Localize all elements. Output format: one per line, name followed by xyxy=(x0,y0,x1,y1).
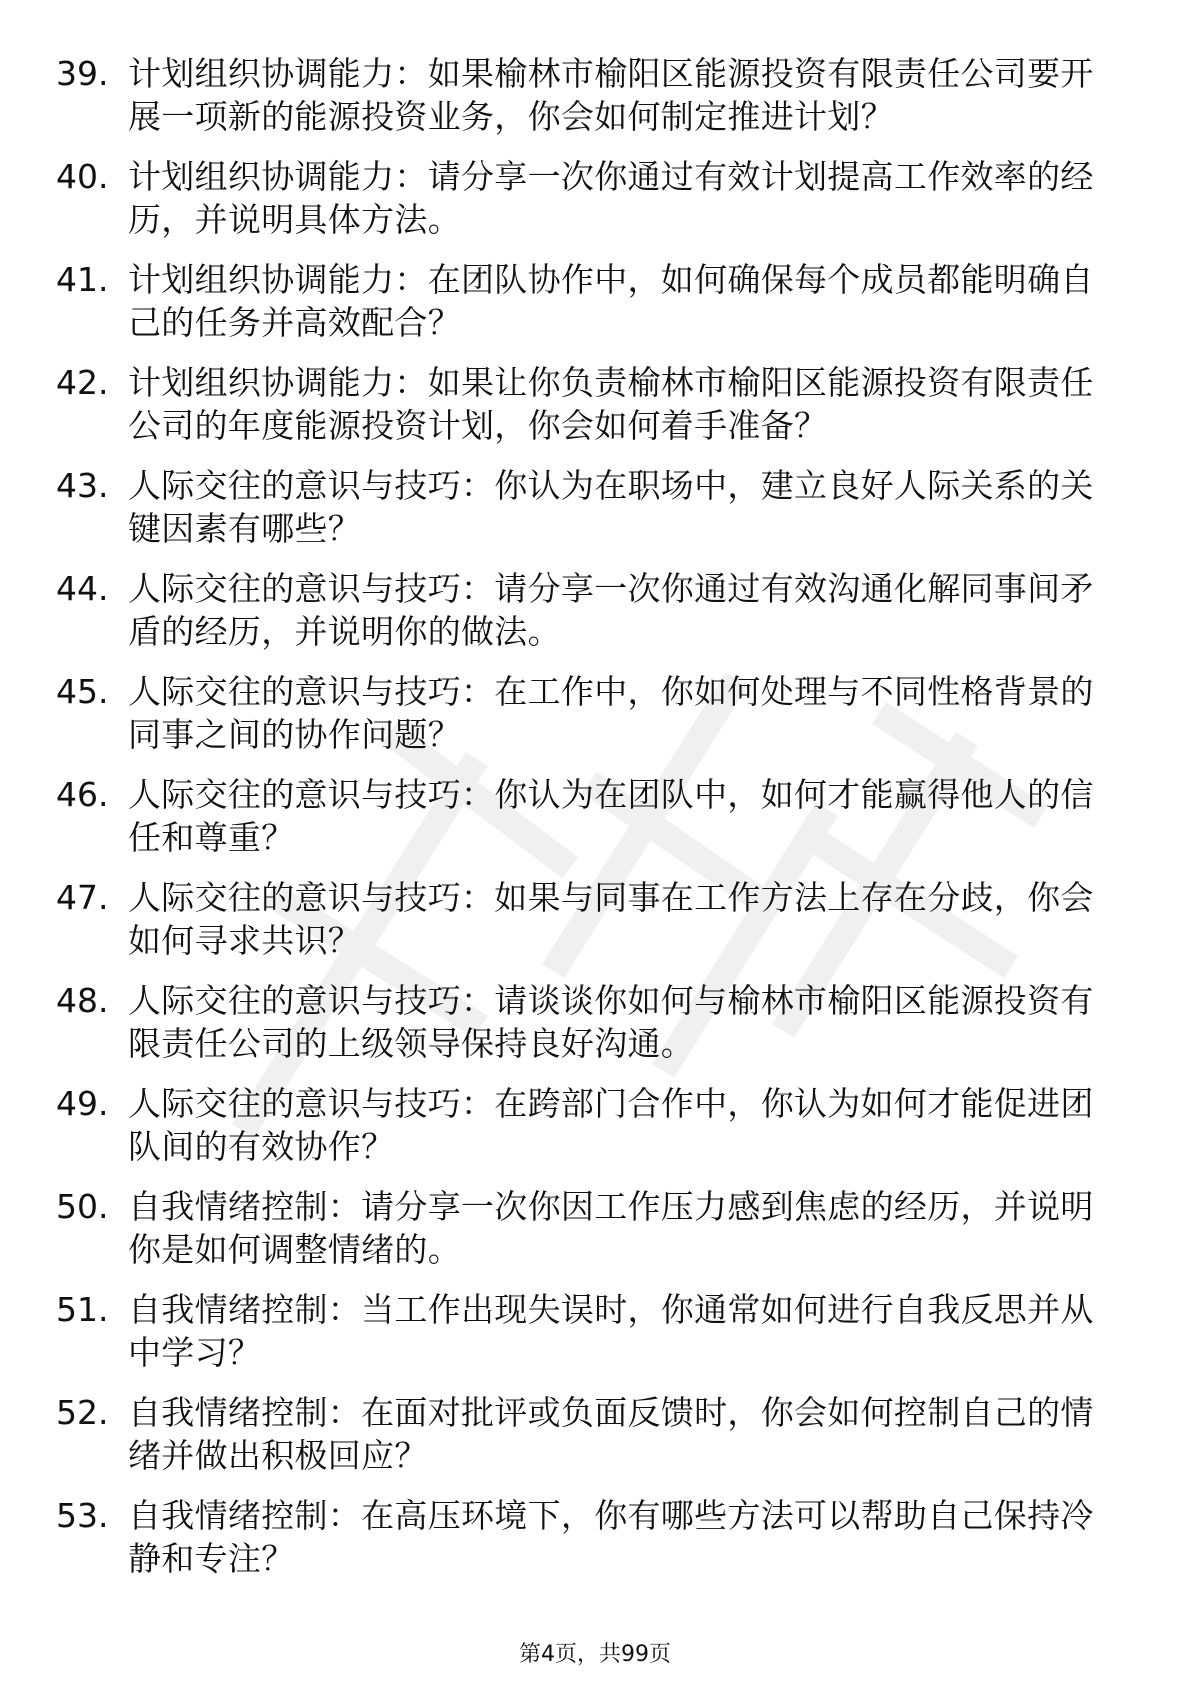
question-text: 计划组织协调能力：在团队协作中，如何确保每个成员都能明确自己的任务并高效配合？ xyxy=(128,260,1094,342)
question-item-53 xyxy=(56,1494,1116,1580)
question-item-47 xyxy=(56,876,1116,962)
question-text: 人际交往的意识与技巧：请分享一次你通过有效沟通化解同事间矛盾的经历，并说明你的做法。 xyxy=(128,569,1094,651)
question-text: 人际交往的意识与技巧：在跨部门合作中，你认为如何才能促进团队间的有效协作？ xyxy=(128,1084,1094,1166)
question-item-41 xyxy=(56,258,1116,344)
question-text: 人际交往的意识与技巧：你认为在团队中，如何才能赢得他人的信任和尊重？ xyxy=(128,775,1094,857)
question-item-46 xyxy=(56,773,1116,859)
question-item-51 xyxy=(56,1288,1116,1374)
question-item-44 xyxy=(56,567,1116,653)
question-number: 49. xyxy=(56,1084,109,1123)
question-text: 计划组织协调能力：请分享一次你通过有效计划提高工作效率的经历，并说明具体方法。 xyxy=(128,157,1094,239)
question-text: 人际交往的意识与技巧：在工作中，你如何处理与不同性格背景的同事之间的协作问题？ xyxy=(128,672,1094,754)
question-number: 43. xyxy=(56,466,109,505)
question-number: 44. xyxy=(56,569,109,608)
question-number: 46. xyxy=(56,775,109,814)
question-item-49 xyxy=(56,1082,1116,1168)
page-number-label: 第4页，共99页 xyxy=(519,1642,671,1667)
question-text: 人际交往的意识与技巧：请谈谈你如何与榆林市榆阳区能源投资有限责任公司的上级领导保持良好沟通。 xyxy=(128,981,1094,1063)
question-number: 53. xyxy=(56,1496,109,1535)
question-number: 45. xyxy=(56,672,109,711)
question-text: 计划组织协调能力：如果榆林市榆阳区能源投资有限责任公司要开展一项新的能源投资业务，你会如何制定推进计划？ xyxy=(128,54,1094,136)
question-number: 48. xyxy=(56,981,109,1020)
question-item-50 xyxy=(56,1185,1116,1271)
question-item-48 xyxy=(56,979,1116,1065)
question-text: 自我情绪控制：当工作出现失误时，你通常如何进行自我反思并从中学习？ xyxy=(128,1290,1094,1372)
question-text: 自我情绪控制：请分享一次你因工作压力感到焦虑的经历，并说明你是如何调整情绪的。 xyxy=(128,1187,1094,1269)
page-footer xyxy=(0,1641,1190,1669)
question-item-45 xyxy=(56,670,1116,756)
question-number: 40. xyxy=(56,157,109,196)
question-text: 计划组织协调能力：如果让你负责榆林市榆阳区能源投资有限责任公司的年度能源投资计划，你会如何着手准备？ xyxy=(128,363,1094,445)
question-number: 47. xyxy=(56,878,109,917)
question-item-43 xyxy=(56,464,1116,550)
question-text: 自我情绪控制：在高压环境下，你有哪些方法可以帮助自己保持冷静和专注？ xyxy=(128,1496,1094,1578)
question-item-42 xyxy=(56,361,1116,447)
question-list xyxy=(56,52,1116,1597)
question-number: 39. xyxy=(56,54,109,93)
question-number: 50. xyxy=(56,1187,109,1226)
question-text: 人际交往的意识与技巧：你认为在职场中，建立良好人际关系的关键因素有哪些？ xyxy=(128,466,1094,548)
question-number: 41. xyxy=(56,260,109,299)
question-text: 自我情绪控制：在面对批评或负面反馈时，你会如何控制自己的情绪并做出积极回应？ xyxy=(128,1393,1094,1475)
question-number: 52. xyxy=(56,1393,109,1432)
question-item-52 xyxy=(56,1391,1116,1477)
question-number: 51. xyxy=(56,1290,109,1329)
question-item-39 xyxy=(56,52,1116,138)
question-number: 42. xyxy=(56,363,109,402)
question-item-40 xyxy=(56,155,1116,241)
question-text: 人际交往的意识与技巧：如果与同事在工作方法上存在分歧，你会如何寻求共识？ xyxy=(128,878,1094,960)
